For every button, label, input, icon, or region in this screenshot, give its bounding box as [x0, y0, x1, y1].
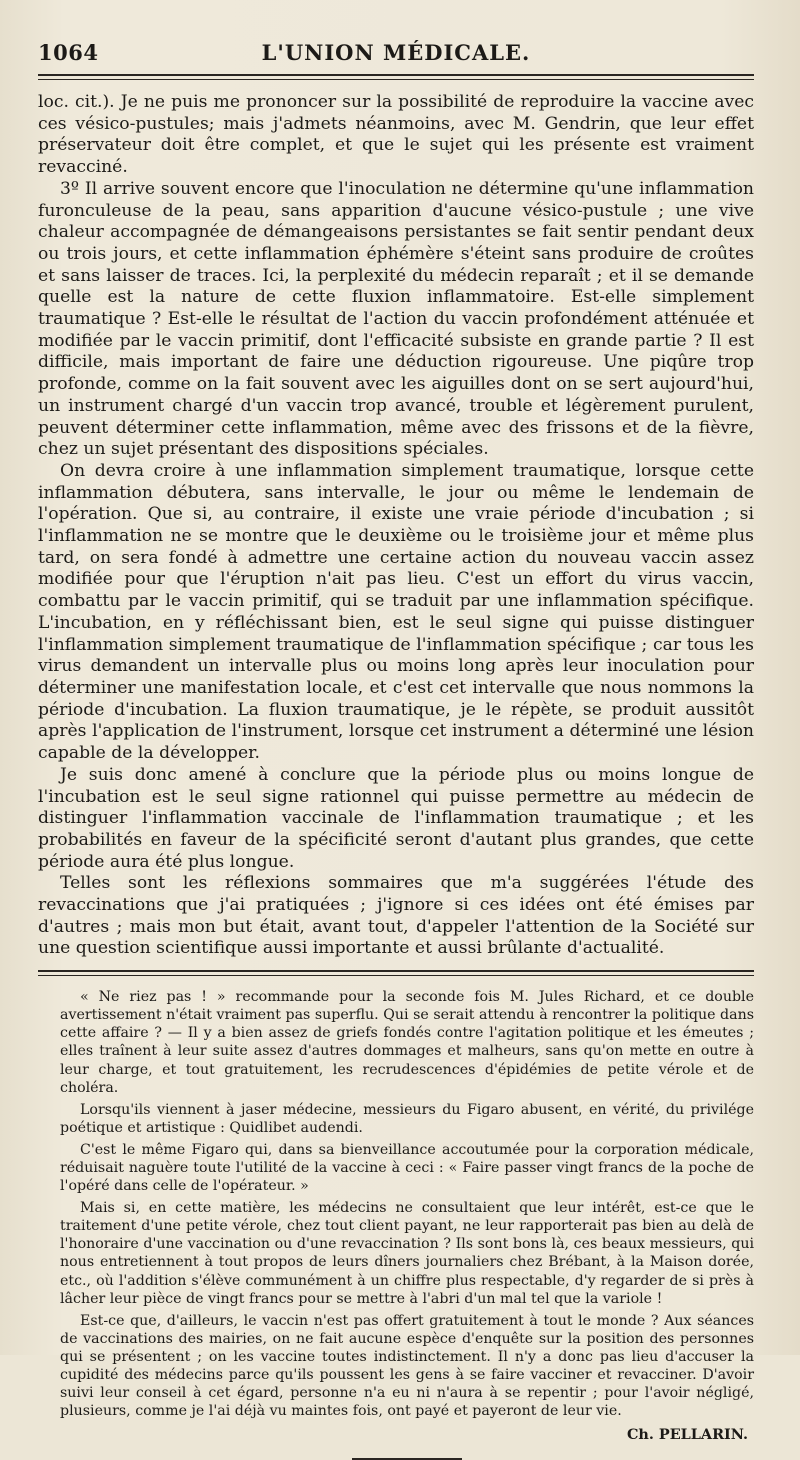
page-number: 1064	[38, 40, 99, 65]
journal-title: L'UNION MÉDICALE.	[261, 40, 531, 65]
article-paragraph: 3º Il arrive souvent encore que l'inoculation ne détermine qu'une inflammation furonculeuse de la peau, sans apparition d'aucune vésico-pustule ; une vive chaleur accompagnée de démangeaisons persistantes se fait sentir pendant deux ou trois jours, et cette inflammation éphémère s'éteint sans produire de croûtes et sans laisser de traces. Ici, la perplexité du médecin reparaît ; et il se demande quelle est la nature de cette fluxion inflammatoire. Est-elle simplement traumatique ? Est-elle le résultat de l'action du vaccin profondément atténuée et modifiée par le vaccin primitif, dont l'efficacité subsiste en grande partie ? Il est difficile, mais important de faire une déduction rigoureuse. Une piqûre trop profonde, comme on la fait souvent avec les aiguilles dont on se sert aujourd'hui, un instrument chargé d'un vaccin trop avancé, trouble et légèrement purulent, peuvent déterminer cette inflammation, même avec des frissons et de la fièvre, chez un sujet présentant des dispositions spéciales.	[38, 178, 754, 460]
feuilleton-section	[38, 988, 754, 1460]
section-divider	[38, 970, 754, 972]
feuilleton-paragraph: Mais si, en cette matière, les médecins ne consultaient que leur intérêt, est-ce que le traitement d'une petite vérole, chez tout client payant, ne leur rapporterait pas bien au delà de l'honoraire d'une vaccination ou d'une revaccination ? Ils sont bons là, ces beaux messieurs, qui nous entretiennent à tout propos de leurs dîners journaliers chez Brébant, à la Maison dorée, etc., où l'addition s'élève communément à un chiffre plus respectable, d'y regarder de si près à lâcher leur pièce de vingt francs pour se mettre à l'abri d'un mal tel que la variole !	[60, 1200, 754, 1307]
article-paragraph: Telles sont les réflexions sommaires que m'a suggérées l'étude des revaccinations que j'ai pratiquées ; j'ignore si ces idées ont été émises par d'autres ; mais mon but était, avant tout, d'appeler l'attention de la Société sur une question scientifique aussi importante et aussi brûlante d'actualité.	[38, 873, 754, 959]
article-body	[38, 92, 754, 960]
author-signature: Ch. PELLARIN.	[626, 1426, 748, 1444]
article-paragraph: On devra croire à une inflammation simplement traumatique, lorsque cette inflammation débutera, sans intervalle, le jour ou même le lendemain de l'opération. Que si, au contraire, il existe une vraie période d'incubation ; si l'inflammation ne se montre que le deuxième ou le troisième jour et même plus tard, on sera fondé à admettre une certaine action du nouveau vaccin assez modifiée pour que l'éruption n'ait pas lieu. C'est un effort du virus vaccin, combattu par le vaccin primitif, qui se traduit par une inflammation spécifique. L'incubation, en y réfléchissant bien, est le seul signe qui puisse distinguer l'inflammation simplement traumatique de l'inflammation spécifique ; car tous les virus demandent un intervalle plus ou moins long après leur inoculation pour déterminer une manifestation locale, et c'est cet intervalle que nous nommons la période d'incubation. La fluxion traumatique, je le répète, se produit aussitôt après l'application de l'instrument, lorsque cet instrument a déterminé une lésion capable de la développer.	[38, 460, 754, 764]
section-divider-thin	[38, 975, 754, 976]
feuilleton-paragraph: Lorsqu'ils viennent à jaser médecine, messieurs du Figaro abusent, en vérité, du privilége poétique et artistique : Quidlibet audendi.	[60, 1101, 754, 1136]
feuilleton-paragraph: « Ne riez pas ! » recommande pour la seconde fois M. Jules Richard, et ce double avertissement n'était vraiment pas superflu. Qui se serait attendu à rencontrer la politique dans cette affaire ? — Il y a bien assez de griefs fondés contre l'agitation politique et les émeutes ; elles traînent à leur suite assez d'autres dommages et malheurs, sans qu'on mette en outre à leur charge, et tout gratuitement, les recrudescences d'épidémies de petite vérole et de choléra.	[60, 989, 754, 1096]
feuilleton-paragraph: Est-ce que, d'ailleurs, le vaccin n'est pas offert gratuitement à tout le monde ? Aux séances de vaccinations des mairies, on ne fait aucune espèce d'enquête sur la position des personnes qui se présentent ; on les vaccine toutes indistinctement. Il n'y a donc pas lieu d'accuser la cupidité des médecins parce qu'ils poussent les gens à se faire vacciner et revacciner. D'avoir suivi leur conseil à cet égard, personne n'a eu ni n'aura à se repentir ; pour l'avoir négligé, plusieurs, comme je l'ai déjà vu maintes fois, ont payé et payeront de leur vie.	[60, 1312, 754, 1420]
article-paragraph: Je suis donc amené à conclure que la période plus ou moins longue de l'incubation est le seul signe rationnel qui puisse permettre au médecin de distinguer l'inflammation vaccinale de l'inflammation traumatique ; et les probabilités en faveur de la spécificité seront d'autant plus grandes, que cette période aura été plus longue.	[38, 764, 754, 872]
article-paragraph: loc. cit.). Je ne puis me prononcer sur la possibilité de reproduire la vaccine avec ces vésico-pustules; mais j'admets néanmoins, avec M. Gendrin, que leur effet préservateur doit être complet, et que le sujet qui les présente est vraiment revacciné.	[38, 92, 754, 178]
page-header	[38, 40, 754, 76]
feuilleton-paragraph: C'est le même Figaro qui, dans sa bienveillance accoutumée pour la corporation médicale, réduisait naguère toute l'utilité de la vaccine à ceci : « Faire passer vingt francs de la poche de l'opéré dans celle de l'opérateur. »	[60, 1141, 754, 1195]
